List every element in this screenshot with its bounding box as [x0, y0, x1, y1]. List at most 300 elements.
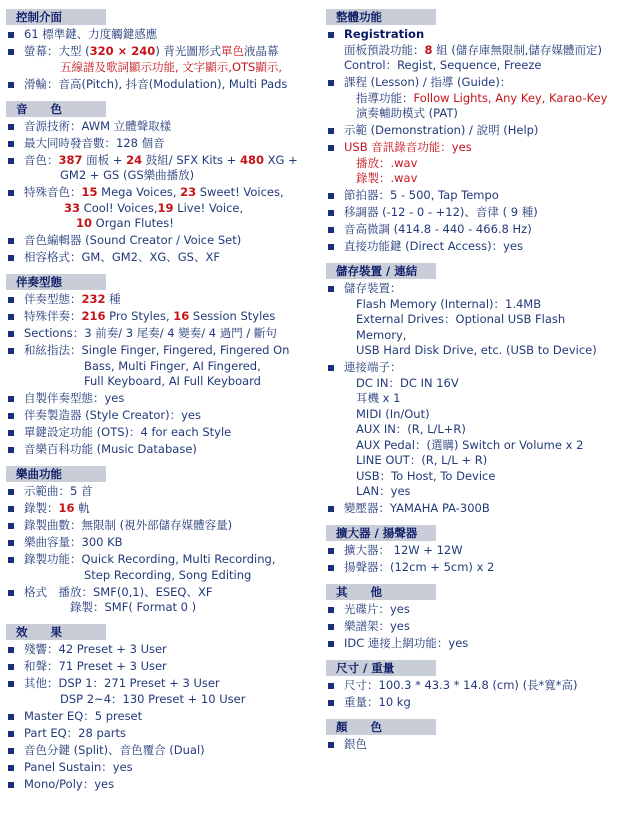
spec-text: 尺寸：100.3 * 43.3 * 14.8 (cm) (長*寬*高) [344, 678, 578, 692]
bullet-icon [8, 540, 14, 546]
spec-line [344, 75, 618, 91]
bullet-icon [8, 141, 14, 147]
spec-text: 33 [64, 200, 81, 215]
spec-text: 音高微調 (414.8 - 440 - 466.8 Hz) [344, 222, 532, 236]
spec-text: 相容格式：GM、GM2、XG、GS、XF [24, 250, 220, 264]
spec-text: 24 [126, 152, 143, 167]
spec-line [24, 374, 306, 390]
spec-text: 音源技術：AWM 立體聲取樣 [24, 118, 172, 133]
spec-text: 23 [180, 185, 197, 199]
spec-line [344, 91, 618, 107]
spec-text: 19 [157, 200, 174, 215]
spec-line [344, 188, 618, 204]
spec-item [326, 360, 618, 500]
spec-text: 五線譜及歌詞顯示功能, 文字顯示,OTS顯示, [60, 59, 282, 74]
spec-text: 自製伴奏型態：yes [24, 391, 125, 405]
spec-text: LINE OUT：(R, L/L + R) [356, 453, 488, 467]
spec-text: 387 [58, 152, 83, 167]
spec-text: 殘響：42 Preset + 3 User [24, 642, 167, 656]
spec-text: 320 × 240 [89, 44, 156, 58]
spec-text: Part EQ：28 parts [24, 725, 127, 740]
spec-text: Pro Styles, [105, 309, 174, 323]
spec-line [344, 281, 618, 297]
spec-item [6, 676, 306, 707]
spec-text: 音色： [24, 152, 59, 167]
bullet-icon [328, 128, 334, 134]
spec-line [344, 156, 618, 172]
spec-text: 單色 [220, 44, 244, 58]
spec-text: Organ Flutes! [92, 216, 174, 230]
spec-line [24, 484, 306, 500]
spec-line [24, 552, 306, 568]
spec-line [24, 535, 306, 551]
spec-text: Mono/Poly：yes [24, 776, 115, 791]
spec-item [326, 27, 618, 74]
spec-item [6, 309, 306, 325]
bullet-icon [328, 227, 334, 233]
bullet-icon [8, 190, 14, 196]
spec-line [24, 119, 306, 135]
spec-line [344, 58, 618, 74]
spec-text: USB 音訊錄音功能：yes [344, 140, 472, 154]
spec-section [6, 624, 306, 798]
spec-text: 216 [81, 309, 106, 323]
spec-text: 軌 [74, 501, 90, 515]
bullet-icon [328, 624, 334, 630]
spec-text: 課程 (Lesson) / 指導 (Guide)： [344, 75, 512, 89]
spec-text: AUX Pedal：(選購) Switch or Volume x 2 [356, 437, 584, 452]
section-header: 控制介面 [6, 9, 106, 25]
spec-text: XG + [263, 152, 298, 167]
spec-line [344, 123, 618, 139]
spec-item [6, 119, 306, 135]
spec-item [6, 233, 306, 249]
bullet-icon [8, 782, 14, 788]
bullet-icon [328, 742, 334, 748]
spec-line [24, 408, 306, 424]
bullet-icon [328, 683, 334, 689]
spec-text: Cool! Voices, [80, 200, 158, 215]
spec-section [326, 263, 618, 522]
spec-line [344, 312, 618, 343]
spec-item [326, 140, 618, 187]
spec-text: USB Hard Disk Drive, etc. (USB to Device) [356, 343, 597, 357]
section-header: 音 色 [6, 101, 106, 117]
bullet-icon [8, 731, 14, 737]
spec-text: 移調器 (-12 - 0 - +12)、音律 ( 9 種) [344, 205, 538, 219]
spec-line [24, 642, 306, 658]
spec-item [326, 75, 618, 122]
bullet-icon [8, 331, 14, 337]
spec-text: 直接功能鍵 (Direct Access)：yes [344, 239, 523, 253]
spec-item [6, 585, 306, 616]
spec-text: 10 [76, 216, 93, 230]
spec-item [6, 777, 306, 793]
spec-text: External Drives：Optional USB Flash Memory, [356, 312, 566, 342]
spec-item [326, 501, 618, 517]
bullet-icon [328, 32, 334, 38]
spec-text: 特殊伴奏： [24, 309, 82, 323]
spec-line [24, 692, 306, 708]
spec-text: 480 [239, 152, 264, 167]
spec-line [344, 140, 618, 156]
spec-line [24, 760, 306, 776]
spec-item [6, 442, 306, 458]
spec-text: 種 [105, 292, 121, 306]
spec-text: 最大同時發音數：128 個音 [24, 135, 165, 150]
bullet-icon [8, 314, 14, 320]
spec-text: 螢幕： [24, 44, 59, 58]
spec-line [344, 422, 618, 438]
spec-text: 播放：.wav [356, 155, 418, 170]
spec-item [326, 239, 618, 255]
spec-line [24, 185, 306, 201]
spec-text: DSP 2~4：130 Preset + 10 User [60, 691, 246, 706]
spec-text: 銀色 [344, 737, 367, 751]
bullet-icon [8, 765, 14, 771]
spec-text: 揚聲器：(12cm + 5cm) x 2 [344, 560, 495, 574]
spec-line [24, 585, 306, 601]
spec-item [326, 619, 618, 635]
spec-text: 和絃指法：Single Finger, Fingered, Fingered On [24, 343, 290, 357]
spec-line [24, 136, 306, 152]
section-header: 儲存裝置 / 連結 [326, 263, 436, 279]
spec-item [326, 188, 618, 204]
section-header: 整體功能 [326, 9, 436, 25]
spec-text: Sections：3 前奏/ 3 尾奏/ 4 變奏/ 4 過門 / 斷句 [24, 326, 277, 340]
spec-item [6, 185, 306, 232]
spec-item [6, 518, 306, 534]
bullet-icon [328, 210, 334, 216]
spec-section [6, 466, 306, 621]
spec-section [6, 9, 306, 98]
spec-line [24, 216, 306, 232]
spec-text: 音色分鍵 (Split)、音色覆合 (Dual) [24, 742, 205, 757]
spec-line [344, 297, 618, 313]
bullet-icon [328, 641, 334, 647]
spec-line [344, 543, 618, 559]
spec-line [344, 560, 618, 576]
spec-text: 單鍵設定功能 (OTS)：4 for each Style [24, 425, 232, 439]
spec-text: Registration [344, 27, 425, 41]
spec-text: Mega Voices, [97, 185, 181, 199]
section-header: 伴奏型態 [6, 274, 106, 290]
spec-line [24, 359, 306, 375]
spec-text: IDC 連接上網功能：yes [344, 636, 469, 650]
spec-line [24, 309, 306, 325]
spec-line [24, 326, 306, 342]
bullet-icon [8, 396, 14, 402]
spec-item [6, 726, 306, 742]
section-header: 顏 色 [326, 719, 436, 735]
spec-item [6, 77, 306, 93]
bullet-icon [8, 447, 14, 453]
spec-text: Flash Memory (Internal)：1.4MB [356, 296, 542, 311]
spec-text: Master EQ：5 preset [24, 708, 143, 723]
bullet-icon [328, 193, 334, 199]
spec-item [6, 743, 306, 759]
spec-text: 樂曲容量：300 KB [24, 535, 123, 549]
spec-line [24, 600, 306, 616]
spec-line [24, 659, 306, 675]
bullet-icon [8, 647, 14, 653]
spec-text: 變壓器：YAMAHA PA-300B [344, 501, 490, 515]
bullet-icon [8, 489, 14, 495]
spec-text: 15 [81, 185, 98, 199]
spec-text: 錄製：SMF( Format 0 ) [70, 600, 197, 614]
spec-line [344, 695, 618, 711]
spec-item [326, 560, 618, 576]
spec-text: 光碟片：yes [344, 602, 410, 616]
spec-item [326, 222, 618, 238]
bullet-icon [8, 49, 14, 55]
spec-item [6, 27, 306, 43]
spec-section [326, 719, 618, 758]
bullet-icon [8, 506, 14, 512]
spec-text: 儲存裝置： [344, 281, 402, 295]
spec-line [24, 568, 306, 584]
spec-text: 耳機 x 1 [356, 391, 401, 405]
spec-item [6, 326, 306, 342]
spec-text: ) 背光圖形式 [155, 44, 221, 58]
spec-line [344, 376, 618, 392]
spec-line [344, 636, 618, 652]
spec-item [326, 636, 618, 652]
spec-text: 示範 (Demonstration) / 說明 (Help) [344, 123, 539, 137]
spec-line [24, 425, 306, 441]
bullet-icon [328, 365, 334, 371]
section-header: 效 果 [6, 624, 106, 640]
bullet-icon [328, 607, 334, 613]
bullet-icon [8, 238, 14, 244]
spec-text: 特殊音色： [24, 185, 82, 199]
spec-text: USB：To Host, To Device [356, 468, 496, 483]
bullet-icon [328, 565, 334, 571]
spec-text: 樂譜架：yes [344, 619, 410, 633]
spec-line [344, 407, 618, 423]
spec-text: Follow Lights, Any Key, Karao-Key [413, 90, 608, 105]
spec-text: Bass, Multi Finger, AI Fingered, [84, 358, 261, 373]
spec-item [326, 737, 618, 753]
spec-text: 232 [81, 292, 106, 306]
spec-line [344, 27, 618, 43]
spec-line [344, 343, 618, 359]
spec-item [6, 484, 306, 500]
bullet-icon [8, 32, 14, 38]
spec-text: GM2 + GS (GS樂曲播放) [60, 168, 195, 182]
spec-line [24, 44, 306, 60]
bullet-icon [328, 145, 334, 151]
spec-line [344, 469, 618, 485]
spec-line [344, 239, 618, 255]
spec-text: 伴奏型態： [24, 292, 82, 306]
right-spec-column [326, 6, 618, 758]
spec-line [344, 453, 618, 469]
spec-text: AUX IN：(R, L/L+R) [356, 422, 466, 436]
spec-line [24, 501, 306, 517]
spec-line [24, 153, 306, 169]
spec-text: 61 標準鍵、力度觸鍵感應 [24, 27, 158, 41]
spec-line [344, 602, 618, 618]
spec-text: 面板預設功能： [344, 42, 425, 57]
spec-line [24, 777, 306, 793]
spec-item [6, 501, 306, 517]
spec-item [6, 391, 306, 407]
spec-item [6, 709, 306, 725]
spec-section [326, 525, 618, 581]
spec-line [344, 222, 618, 238]
bullet-icon [8, 557, 14, 563]
spec-line [344, 43, 618, 59]
bullet-icon [8, 748, 14, 754]
spec-text: 其他：DSP 1：271 Preset + 3 User [24, 676, 220, 690]
spec-text: 錄製功能：Quick Recording, Multi Recording, [24, 552, 276, 566]
bullet-icon [328, 80, 334, 86]
spec-item [326, 695, 618, 711]
spec-text: 連接端子： [344, 360, 402, 374]
spec-line [344, 360, 618, 376]
spec-item [6, 408, 306, 424]
spec-text: 錄製：.wav [356, 171, 418, 185]
spec-text: 伴奏製造器 (Style Creator)：yes [24, 408, 201, 422]
spec-item [6, 659, 306, 675]
spec-item [326, 678, 618, 694]
spec-section [326, 660, 618, 716]
spec-text: Panel Sustain：yes [24, 759, 133, 774]
spec-line [344, 501, 618, 517]
spec-line [24, 168, 306, 184]
spec-text: Control：Regist, Sequence, Freeze [344, 58, 542, 72]
spec-line [24, 233, 306, 249]
section-header: 尺寸 / 重量 [326, 660, 436, 676]
spec-item [6, 44, 306, 75]
bullet-icon [8, 297, 14, 303]
spec-line [344, 106, 618, 122]
spec-text: 鼓組/ SFX Kits + [142, 152, 240, 167]
section-header: 擴大器 / 揚聲器 [326, 525, 436, 541]
spec-text: 面板 + [82, 152, 127, 167]
spec-text: 8 [424, 42, 433, 57]
spec-text: 節拍器：5 - 500, Tap Tempo [344, 188, 499, 202]
spec-section [326, 9, 618, 260]
spec-line [344, 391, 618, 407]
bullet-icon [8, 124, 14, 130]
bullet-icon [8, 348, 14, 354]
spec-text: Session Styles [189, 309, 276, 323]
spec-line [24, 518, 306, 534]
spec-line [24, 292, 306, 308]
spec-line [24, 201, 306, 217]
spec-section [6, 274, 306, 463]
spec-text: 重量：10 kg [344, 695, 411, 709]
bullet-icon [8, 714, 14, 720]
spec-item [6, 153, 306, 184]
spec-line [344, 484, 618, 500]
spec-line [344, 678, 618, 694]
spec-section [326, 584, 618, 657]
spec-item [326, 602, 618, 618]
bullet-icon [328, 506, 334, 512]
spec-line [344, 171, 618, 187]
spec-text: Sweet! Voices, [196, 185, 284, 199]
spec-item [6, 535, 306, 551]
spec-item [6, 292, 306, 308]
bullet-icon [8, 430, 14, 436]
section-header: 其 他 [326, 584, 436, 600]
spec-text: 示範曲：5 首 [24, 484, 93, 498]
spec-text: MIDI (In/Out) [356, 406, 430, 421]
spec-text: 音色編輯器 (Sound Creator / Voice Set) [24, 233, 242, 247]
spec-text: Live! Voice, [173, 200, 244, 215]
spec-text: 錄製： [24, 501, 59, 515]
left-spec-column [6, 6, 306, 798]
spec-text: 液晶幕 [243, 44, 279, 58]
spec-line [24, 709, 306, 725]
spec-line [24, 442, 306, 458]
spec-item [6, 552, 306, 583]
spec-line [24, 743, 306, 759]
spec-text: 組 (儲存庫無限制,儲存媒體而定) [432, 42, 602, 57]
spec-line [24, 391, 306, 407]
spec-text: Full Keyboard, AI Full Keyboard [84, 374, 261, 388]
spec-line [344, 205, 618, 221]
spec-text: 滑輪：音高(Pitch), 抖音(Modulation), Multi Pads [24, 76, 288, 91]
spec-item [326, 543, 618, 559]
spec-line [344, 438, 618, 454]
spec-line [344, 737, 618, 753]
spec-line [24, 60, 306, 76]
spec-text: 和聲：71 Preset + 3 User [24, 659, 167, 673]
spec-item [6, 425, 306, 441]
spec-text: 錄製曲數：無限制 (視外部儲存媒體容量) [24, 518, 233, 532]
spec-text: LAN：yes [356, 484, 411, 498]
spec-text: 演奏輔助模式 (PAT) [356, 106, 458, 120]
spec-text: 16 [58, 501, 75, 515]
spec-text: 擴大器： 12W + 12W [344, 543, 463, 557]
bullet-icon [328, 548, 334, 554]
bullet-icon [328, 244, 334, 250]
spec-text: 格式 播放：SMF(0,1)、ESEQ、XF [24, 584, 213, 599]
spec-text: DC IN：DC IN 16V [356, 375, 459, 390]
bullet-icon [8, 158, 14, 164]
bullet-icon [8, 413, 14, 419]
section-header: 樂曲功能 [6, 466, 106, 482]
spec-line [24, 343, 306, 359]
spec-item [6, 136, 306, 152]
bullet-icon [8, 590, 14, 596]
spec-item [326, 205, 618, 221]
spec-text: 16 [173, 309, 190, 323]
bullet-icon [328, 700, 334, 706]
spec-section [6, 101, 306, 272]
bullet-icon [328, 286, 334, 292]
spec-text: 大型 ( [58, 44, 90, 58]
spec-item [6, 343, 306, 390]
spec-item [326, 281, 618, 359]
bullet-icon [8, 255, 14, 261]
spec-text: 音樂百科功能 (Music Database) [24, 442, 197, 456]
bullet-icon [8, 82, 14, 88]
spec-line [24, 250, 306, 266]
spec-line [24, 726, 306, 742]
spec-item [6, 250, 306, 266]
spec-text: Step Recording, Song Editing [84, 567, 252, 582]
spec-line [24, 77, 306, 93]
spec-line [344, 619, 618, 635]
spec-item [6, 760, 306, 776]
spec-line [24, 676, 306, 692]
bullet-icon [8, 523, 14, 529]
